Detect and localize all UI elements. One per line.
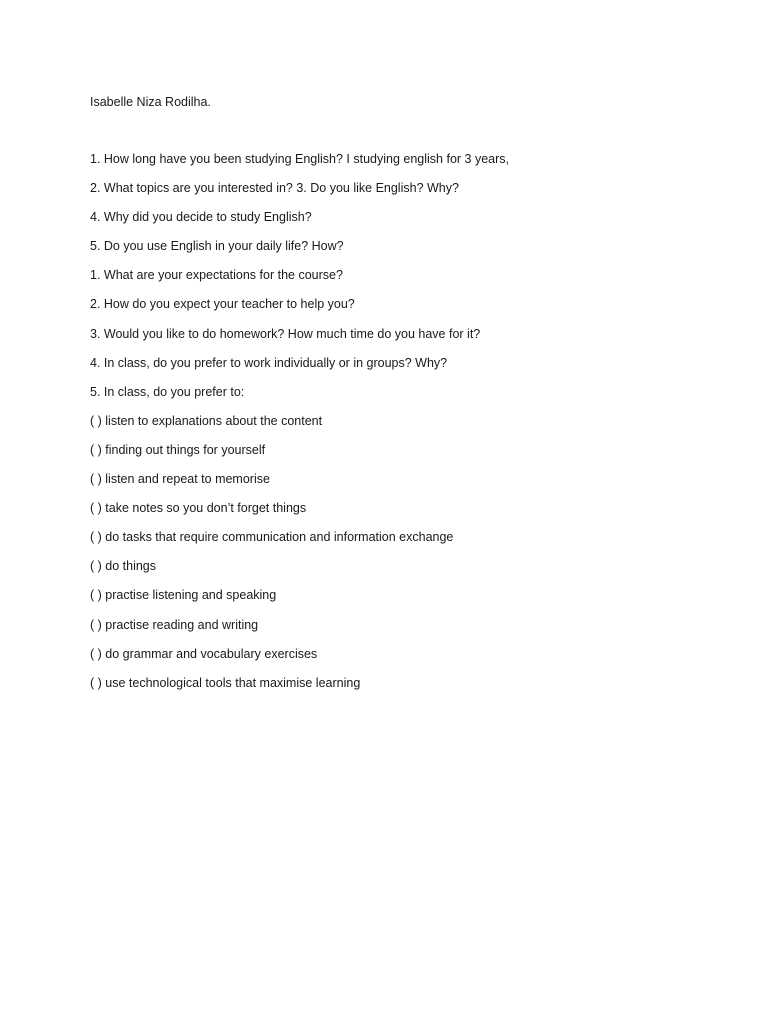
option-line: ( ) listen to explanations about the content [90,413,323,428]
option-line: ( ) take notes so you don’t forget things [90,501,307,516]
question-line: 5. In class, do you prefer to: [90,384,245,399]
option-line: ( ) practise listening and speaking [90,588,277,603]
question-line: 1. What are your expectations for the course? [90,268,343,283]
option-line: ( ) do grammar and vocabulary exercises [90,646,318,661]
question-line: 2. How do you expect your teacher to help you? [90,297,355,312]
question-line: 5. Do you use English in your daily life? How? [90,239,344,254]
question-list [90,150,509,703]
option-line: ( ) do tasks that require communication and information exchange [90,530,454,545]
option-line: ( ) use technological tools that maximise learning [90,675,361,690]
option-line: ( ) practise reading and writing [90,617,259,632]
option-line: ( ) finding out things for yourself [90,442,266,457]
question-line: 1. How long have you been studying English? I studying english for 3 years, [90,152,510,166]
author-name: Isabelle Niza Rodilha. [90,95,211,109]
question-line: 4. Why did you decide to study English? [90,210,312,225]
option-line: ( ) do things [90,559,157,574]
question-line: 4. In class, do you prefer to work individually or in groups? Why? [90,355,448,370]
option-line: ( ) listen and repeat to memorise [90,472,270,487]
question-line: 3. Would you like to do homework? How much time do you have for it? [90,326,481,341]
question-line: 2. What topics are you interested in? 3. Do you like English? Why? [90,181,459,196]
